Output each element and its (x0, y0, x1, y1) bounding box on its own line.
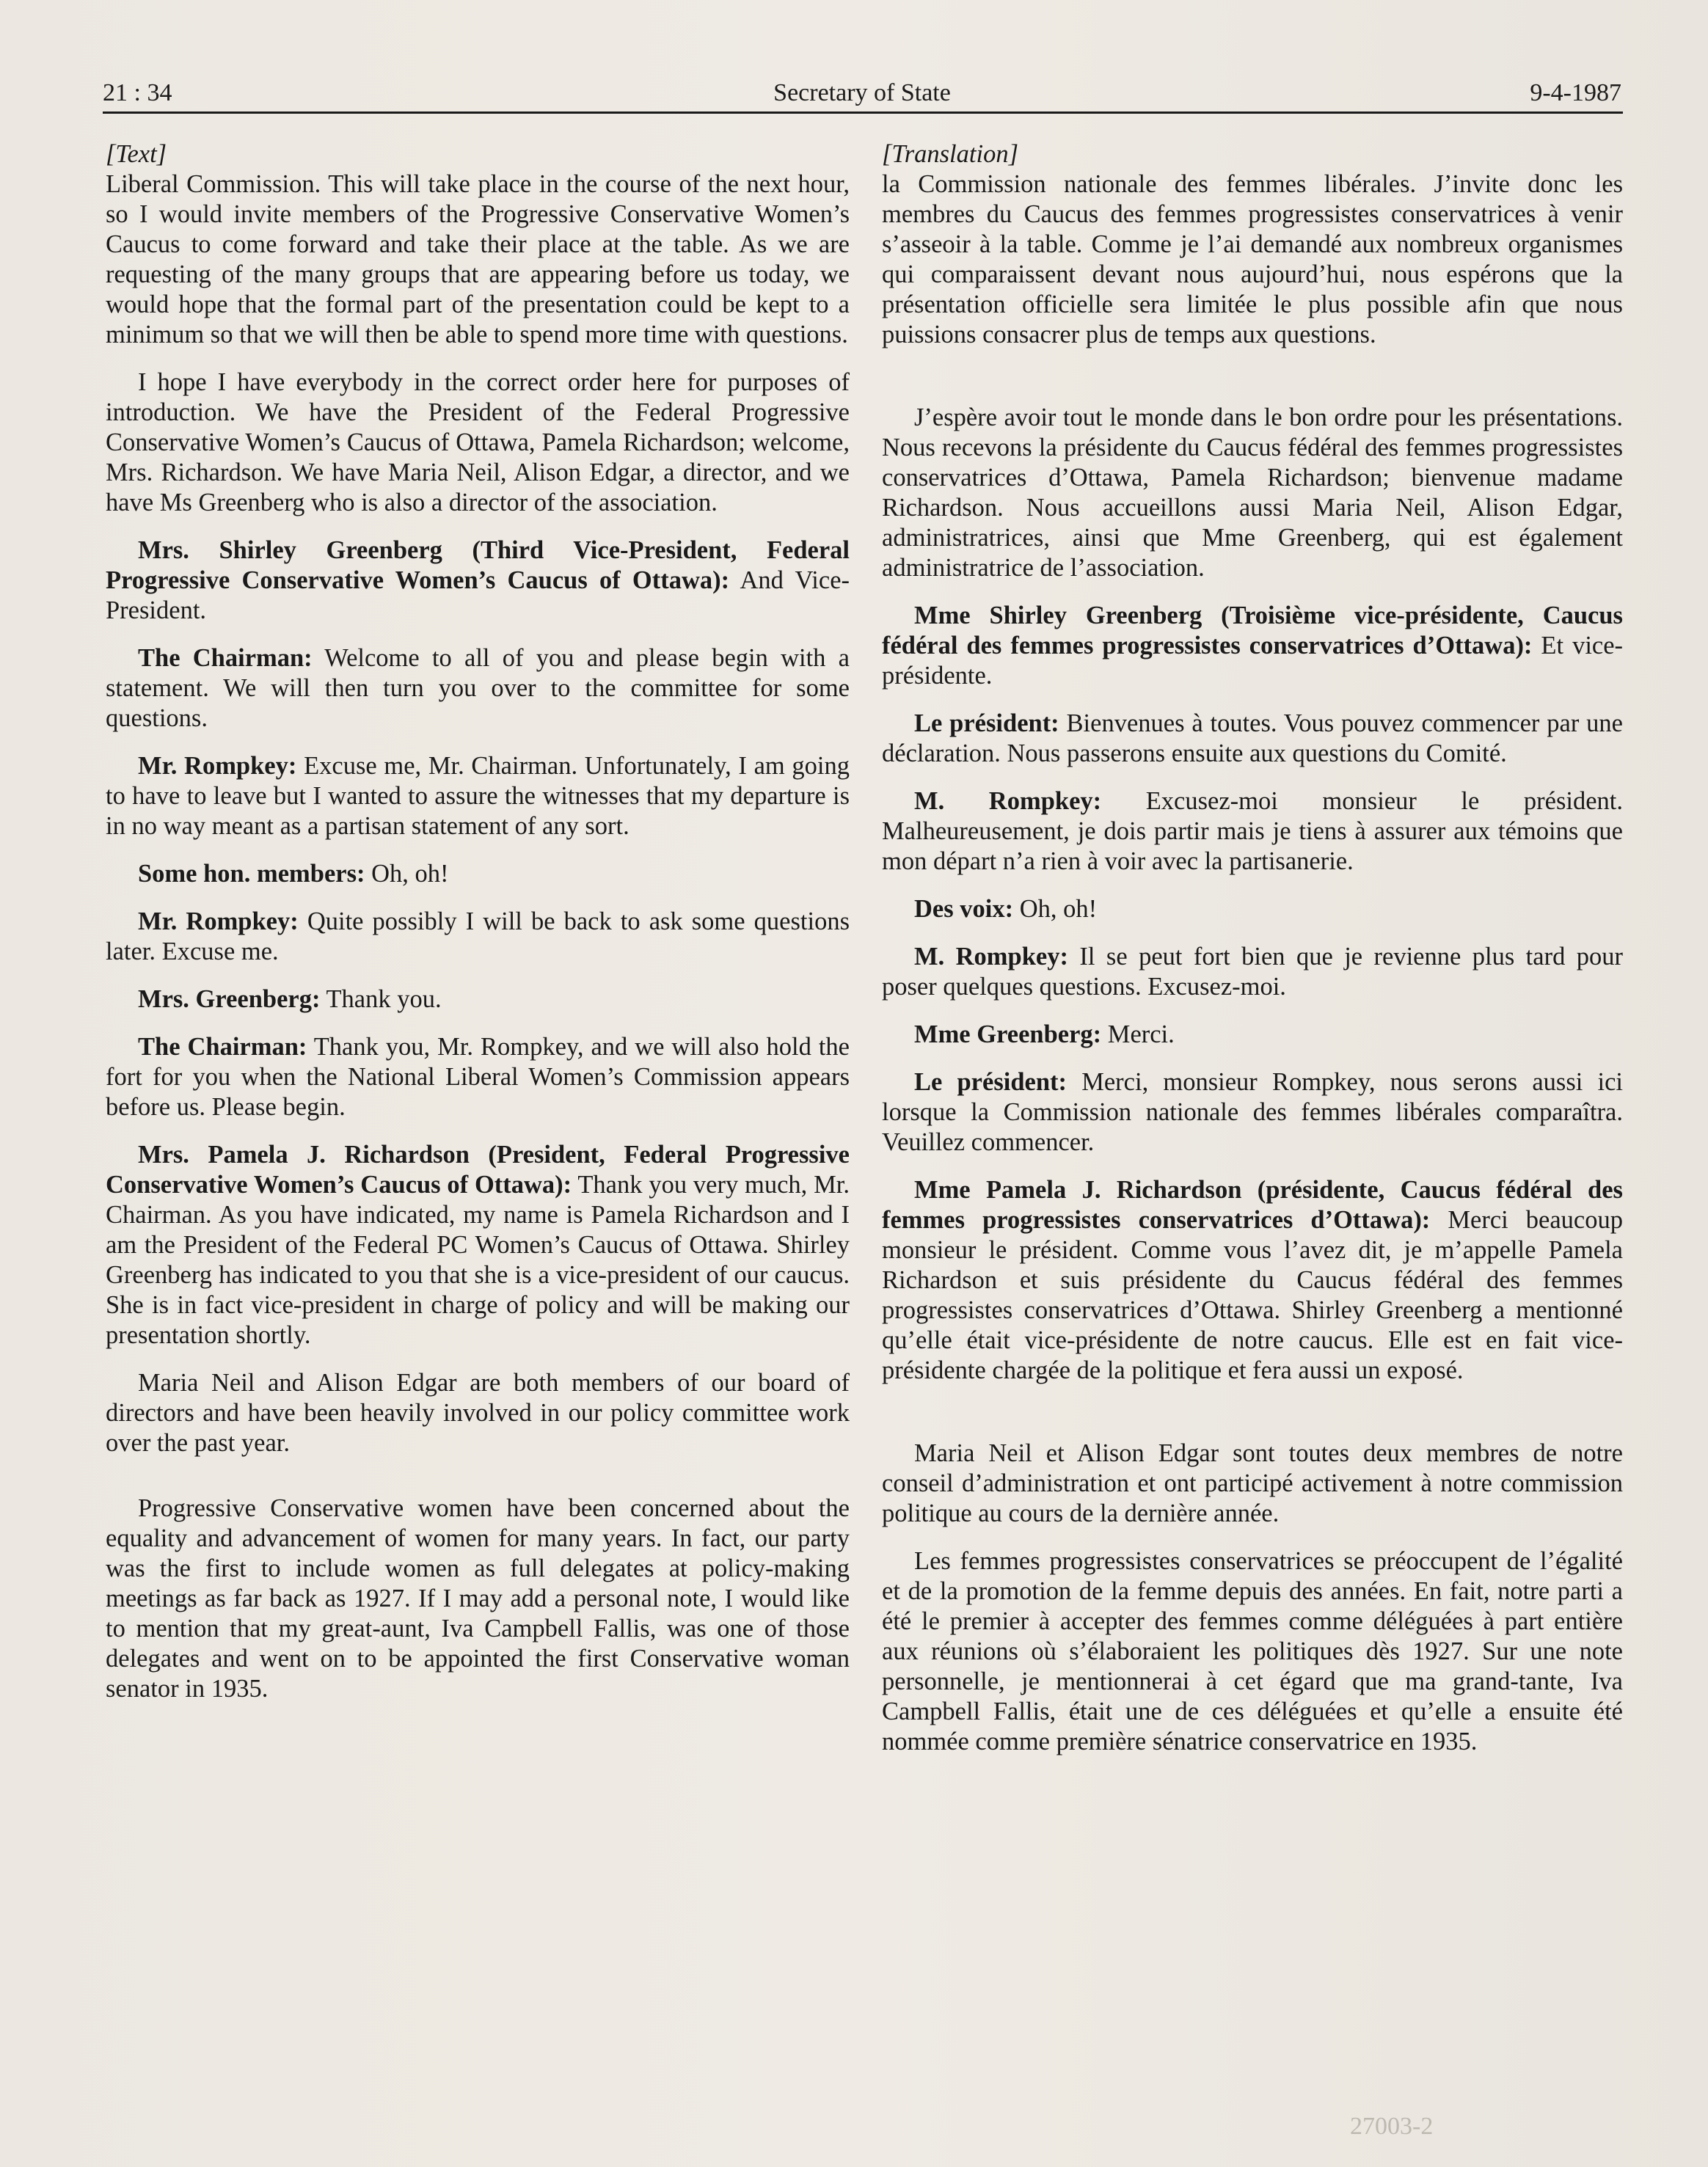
speech (106, 751, 850, 841)
paragraph: I hope I have everybody in the correct order here for purposes of introduction. We have the President of the Federal Progressive Conservative Women’s Caucus of Ottawa, Pamela Richardson; welcome, Mrs. Richardson. We have Maria Neil, Alison Edgar, a director, and we have Ms Greenberg who is also a director of the association. (106, 368, 850, 516)
speech (106, 907, 850, 967)
paragraph: Maria Neil et Alison Edgar sont toutes deux membres de notre conseil d’administration et ont participé activement à notre commission politique au cours de la dernière année. (882, 1439, 1623, 1527)
paragraph: Progressive Conservative women have been concerned about the equality and advancement of women for many years. In fact, our party was the first to include women as full delegates at policy-making meetings as far back as 1927. If I may add a personal note, I would like to mention that my great-aunt, Iva Campbell Fallis, was one of those delegates and went on to be appointed the first Conservative woman senator in 1935. (106, 1494, 850, 1703)
speaker: Mme Shirley Greenberg (Troisième vice-présidente, Caucus fédéral des femmes progressistes conservatrices d’Ottawa): (882, 602, 1623, 659)
speaker: Mr. Rompkey: (138, 907, 299, 935)
paragraph: Les femmes progressistes conservatrices se préoccupent de l’égalité et de la promotion de la femme depuis des années. En fait, notre parti a été le premier à accepter des femmes comme déléguées à part entière aux réunions où s’élaboraient les politiques dès 1927. Sur une note personnelle, je mentionnerai à cet égard que ma grand-tante, Iva Campbell Fallis, était une de ces déléguées et qu’elle a ensuite été nommée comme première sénatrice conservatrice en 1935. (882, 1547, 1623, 1755)
speech (882, 1175, 1623, 1386)
speaker: The Chairman: (138, 1033, 307, 1061)
speaker: M. Rompkey: (914, 943, 1068, 971)
running-title: Secretary of State (773, 79, 951, 106)
speech-text: Il se peut fort bien que je revienne plus tard pour poser quelques questions. Excusez-moi. (882, 943, 1623, 1001)
paragraph: J’espère avoir tout le monde dans le bon ordre pour les présentations. Nous recevons la présidente du Caucus fédéral des femmes progressistes conservatrices d’Ottawa, Pamela Richardson; bienvenue madame Richardson. Nous accueillons aussi Maria Neil, Alison Edgar, administratrices, ainsi que Mme Greenberg, qui est également administratrice de l’association. (882, 403, 1623, 582)
speech (106, 536, 850, 626)
speech (882, 1067, 1623, 1158)
speech-text: And Vice-President. (106, 566, 850, 624)
speech (882, 942, 1623, 1002)
french-column (882, 139, 1623, 1757)
speech-text: Oh, oh! (1019, 895, 1098, 923)
header-rule (103, 112, 1623, 114)
speech-text: Oh, oh! (371, 860, 449, 888)
speaker: Mrs. Pamela J. Richardson (President, Federal Progressive Conservative Women’s Caucus of Ottawa): (106, 1141, 850, 1199)
speech (882, 894, 1623, 924)
speaker: Mrs. Greenberg: (138, 985, 321, 1013)
speech (882, 1020, 1623, 1050)
speech-text: Bienvenues à toutes. Vous pouvez commencer par une déclaration. Nous passerons ensuite aux questions du Comité. (882, 709, 1623, 767)
speech-text: Quite possibly I will be back to ask some questions later. Excuse me. (106, 907, 850, 965)
paragraph: la Commission nationale des femmes libérales. J’invite donc les membres du Caucus des femmes progressistes conservatrices à venir s’asseoir à la table. Comme je l’ai demandé aux nombreux organismes qui comparaissent devant nous aujourd’hui, nous espérons que la présentation officielle sera limitée le plus possible afin que nous puissions consacrer plus de temps aux questions. (882, 170, 1623, 348)
column-tag: [Text] (106, 140, 167, 168)
page-date: 9-4-1987 (1530, 79, 1621, 106)
speaker: Some hon. members: (138, 860, 365, 888)
speaker: Mme Greenberg: (914, 1020, 1102, 1048)
speech (882, 786, 1623, 877)
page-number: 21 : 34 (103, 79, 172, 106)
speaker: Le président: (914, 709, 1059, 737)
speech (106, 1140, 850, 1351)
speech (106, 984, 850, 1015)
speech-text: Excusez-moi monsieur le président. Malheureusement, je dois partir mais je tiens à assurer aux témoins que mon départ n’a rien à voir avec la partisanerie. (882, 787, 1624, 875)
speaker: Le président: (914, 1068, 1067, 1096)
english-column (106, 139, 850, 1704)
speaker: Mrs. Shirley Greenberg (Third Vice-President, Federal Progressive Conservative Women’s Caucus of Ottawa): (106, 536, 850, 594)
speech (106, 643, 850, 734)
speech-text: Merci beaucoup monsieur le président. Comme vous l’avez dit, je m’appelle Pamela Richardson et suis présidente du Caucus fédéral des femmes progressistes conservatrices d’Ottawa. Shirley Greenberg a mentionné qu’elle était vice-présidente de notre caucus. Elle est en fait vice-présidente chargée de la politique et fera aussi un exposé. (882, 1206, 1623, 1384)
paragraph: Maria Neil and Alison Edgar are both members of our board of directors and have been heavily involved in our policy committee work over the past year. (106, 1369, 850, 1457)
speech-text: Excuse me, Mr. Chairman. Unfortunately, I am going to have to leave but I wanted to assure the witnesses that my departure is in no way meant as a partisan statement of any sort. (106, 752, 850, 840)
speaker: Mr. Rompkey: (138, 752, 297, 780)
paragraph: Liberal Commission. This will take place in the course of the next hour, so I would invite members of the Progressive Conservative Women’s Caucus to come forward and take their place at the table. As we are requesting of the many groups that are appearing before us today, we would hope that the formal part of the presentation could be kept to a minimum so that we will then be able to spend more time with questions. (106, 170, 850, 348)
page-header (103, 79, 1621, 116)
speech-text: Merci. (1107, 1020, 1175, 1048)
speaker: Des voix: (914, 895, 1014, 923)
speech (882, 601, 1623, 691)
speech (106, 1032, 850, 1122)
speech-text: Merci, monsieur Rompkey, nous serons aussi ici lorsque la Commission nationale des femmes libérales comparaîtra. Veuillez commencer. (882, 1068, 1623, 1156)
speaker: M. Rompkey: (914, 787, 1102, 815)
speech-text: Thank you. (326, 985, 442, 1013)
speech-text: Thank you very much, Mr. Chairman. As you have indicated, my name is Pamela Richardson and I am the President of the Federal PC Women’s Caucus of Ottawa. Shirley Greenberg has indicated to you that she is a vice-president of our caucus. She is in fact vice-president in charge of policy and will be making our presentation shortly. (106, 1171, 850, 1349)
speech-text: Welcome to all of you and please begin with a statement. We will then turn you over to the committee for some questions. (106, 644, 850, 732)
speech-text: Et vice-présidente. (882, 632, 1624, 690)
speech-text: Thank you, Mr. Rompkey, and we will also hold the fort for you when the National Liberal Women’s Commission appears before us. Please begin. (106, 1033, 850, 1121)
column-tag: [Translation] (882, 140, 1018, 168)
speech (106, 859, 850, 889)
speaker: The Chairman: (138, 644, 313, 672)
speech (882, 709, 1623, 769)
speaker: Mme Pamela J. Richardson (présidente, Caucus fédéral des femmes progressistes conservatrices d’Ottawa): (882, 1176, 1623, 1234)
footer-mark: 27003-2 (1350, 2113, 1434, 2140)
